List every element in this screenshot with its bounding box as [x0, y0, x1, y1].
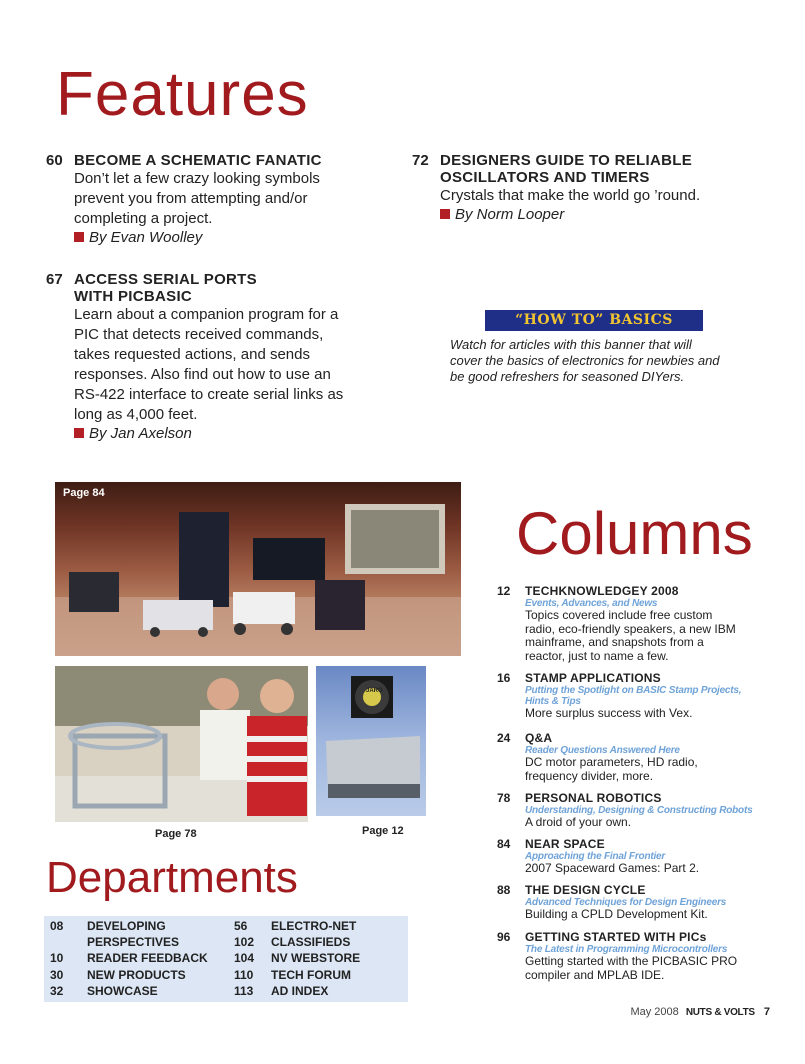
- fan-photo[interactable]: [316, 666, 426, 816]
- features-heading: Features: [56, 60, 309, 129]
- page-number: 7: [763, 1006, 770, 1018]
- column-description: Getting started with the PICBASIC PRO compiler and MPLAB IDE.: [525, 954, 738, 982]
- department-item-104[interactable]: 104 NV WEBSTORE: [234, 951, 361, 965]
- column-subtitle: Putting the Spotlight on BASIC Stamp Projects, Hints & Tips: [525, 685, 742, 707]
- column-item-16[interactable]: [497, 671, 767, 721]
- how-to-basics-banner: [485, 310, 703, 331]
- department-item-10[interactable]: 10 READER FEEDBACK: [50, 951, 208, 965]
- feature-number: 72: [412, 152, 429, 169]
- column-subtitle: Events, Advances, and News: [525, 598, 658, 609]
- fan-photo-caption: Page 12: [362, 825, 404, 837]
- feature-title: ACCESS SERIAL PORTS: [74, 271, 257, 288]
- column-number: 84: [497, 837, 511, 851]
- department-item-102[interactable]: 102 CLASSIFIEDS: [234, 935, 351, 949]
- column-title: GETTING STARTED WITH PICs: [525, 930, 707, 944]
- lab-photo[interactable]: [55, 666, 308, 822]
- feature-description: Don’t let a few crazy looking symbols prevent you from attempting and/or completing a project.: [74, 170, 320, 227]
- department-item-08[interactable]: 08 DEVELOPING: [50, 919, 166, 933]
- column-title: NEAR SPACE: [525, 837, 605, 851]
- column-title: TECHKNOWLEDGEY 2008: [525, 584, 679, 598]
- column-description: 2007 Spaceward Games: Part 2.: [525, 861, 700, 875]
- feature-title: DESIGNERS GUIDE TO RELIABLE: [440, 152, 693, 169]
- column-subtitle: Advanced Techniques for Design Engineers: [525, 897, 727, 908]
- lab-photo-caption: Page 78: [155, 828, 197, 840]
- feature-title-line2: WITH PICBASIC: [74, 288, 193, 305]
- column-number: 96: [497, 930, 511, 944]
- feature-byline: By Norm Looper: [440, 206, 780, 223]
- column-subtitle: The Latest in Programming Microcontrollers: [525, 944, 728, 955]
- column-title: Q&A: [525, 731, 553, 745]
- issue-date: May 2008: [630, 1006, 679, 1018]
- column-number: 24: [497, 731, 511, 745]
- department-item-113[interactable]: 113 AD INDEX: [234, 984, 329, 998]
- column-item-12[interactable]: [497, 584, 767, 664]
- feature-title-line2: OSCILLATORS AND TIMERS: [440, 169, 650, 186]
- column-number: 12: [497, 584, 511, 598]
- column-item-78[interactable]: [497, 791, 767, 829]
- departments-table: [44, 916, 408, 1002]
- department-item-32[interactable]: 32 SHOWCASE: [50, 984, 158, 998]
- column-item-24[interactable]: [497, 731, 767, 781]
- feature-number: 60: [46, 152, 63, 169]
- column-subtitle: Understanding, Designing & Constructing Robots: [525, 805, 753, 816]
- feature-title: BECOME A SCHEMATIC FANATIC: [74, 152, 322, 169]
- column-description: DC motor parameters, HD radio, frequency divider, more.: [525, 755, 698, 783]
- rover-illustration: [55, 482, 461, 656]
- department-item-08-line2[interactable]: PERSPECTIVES: [87, 935, 180, 949]
- how-to-description: Watch for articles with this banner that will cover the basics of electronics for newbies and be good refreshers for seasoned DIYers.: [450, 337, 720, 384]
- bullet-square-icon: [440, 209, 450, 219]
- department-item-30[interactable]: 30 NEW PRODUCTS: [50, 968, 186, 982]
- feature-description: Learn about a companion program for a PIC that detects received commands, takes requested actions, and sends responses. Also find out how to use an RS-422 interface to create serial links as long as 4,000 feet.: [74, 306, 344, 423]
- column-item-88[interactable]: [497, 883, 767, 921]
- feature-byline: By Jan Axelson: [74, 425, 419, 442]
- column-description: More surplus success with Vex.: [525, 706, 693, 720]
- column-description: A droid of your own.: [525, 815, 632, 829]
- fan-brand-label: JARO: [366, 688, 383, 694]
- column-subtitle: Approaching the Final Frontier: [525, 851, 666, 862]
- column-subtitle: Reader Questions Answered Here: [525, 745, 680, 756]
- feature-description: Crystals that make the world go ’round.: [440, 187, 701, 204]
- column-number: 16: [497, 671, 511, 685]
- column-description: Building a CPLD Development Kit.: [525, 907, 708, 921]
- departments-heading: Departments: [46, 853, 298, 902]
- rover-photo-caption: Page 84: [63, 487, 105, 499]
- page-footer: [600, 1006, 770, 1018]
- magazine-brand: NUTS & VOLTS: [685, 1007, 755, 1018]
- column-description: Topics covered include free custom radio, eco-friendly speakers, a new IBM mainframe, and snapshots from a reactor, just to name a few.: [525, 608, 736, 663]
- column-item-84[interactable]: [497, 837, 767, 875]
- bullet-square-icon: [74, 428, 84, 438]
- feature-number: 67: [46, 271, 63, 288]
- department-item-110[interactable]: 110 TECH FORUM: [234, 968, 351, 982]
- column-title: THE DESIGN CYCLE: [525, 883, 646, 897]
- column-item-96[interactable]: [497, 930, 767, 982]
- column-title: PERSONAL ROBOTICS: [525, 791, 662, 805]
- rover-photo[interactable]: [55, 482, 461, 656]
- column-number: 88: [497, 883, 511, 897]
- banner-label: “HOW TO” BASICS: [515, 312, 673, 328]
- department-item-56[interactable]: 56 ELECTRO-NET: [234, 919, 357, 933]
- lab-illustration: [55, 666, 308, 822]
- feature-byline: By Evan Woolley: [74, 229, 414, 246]
- columns-heading: Columns: [516, 500, 753, 567]
- column-title: STAMP APPLICATIONS: [525, 671, 661, 685]
- column-number: 78: [497, 791, 511, 805]
- bullet-square-icon: [74, 232, 84, 242]
